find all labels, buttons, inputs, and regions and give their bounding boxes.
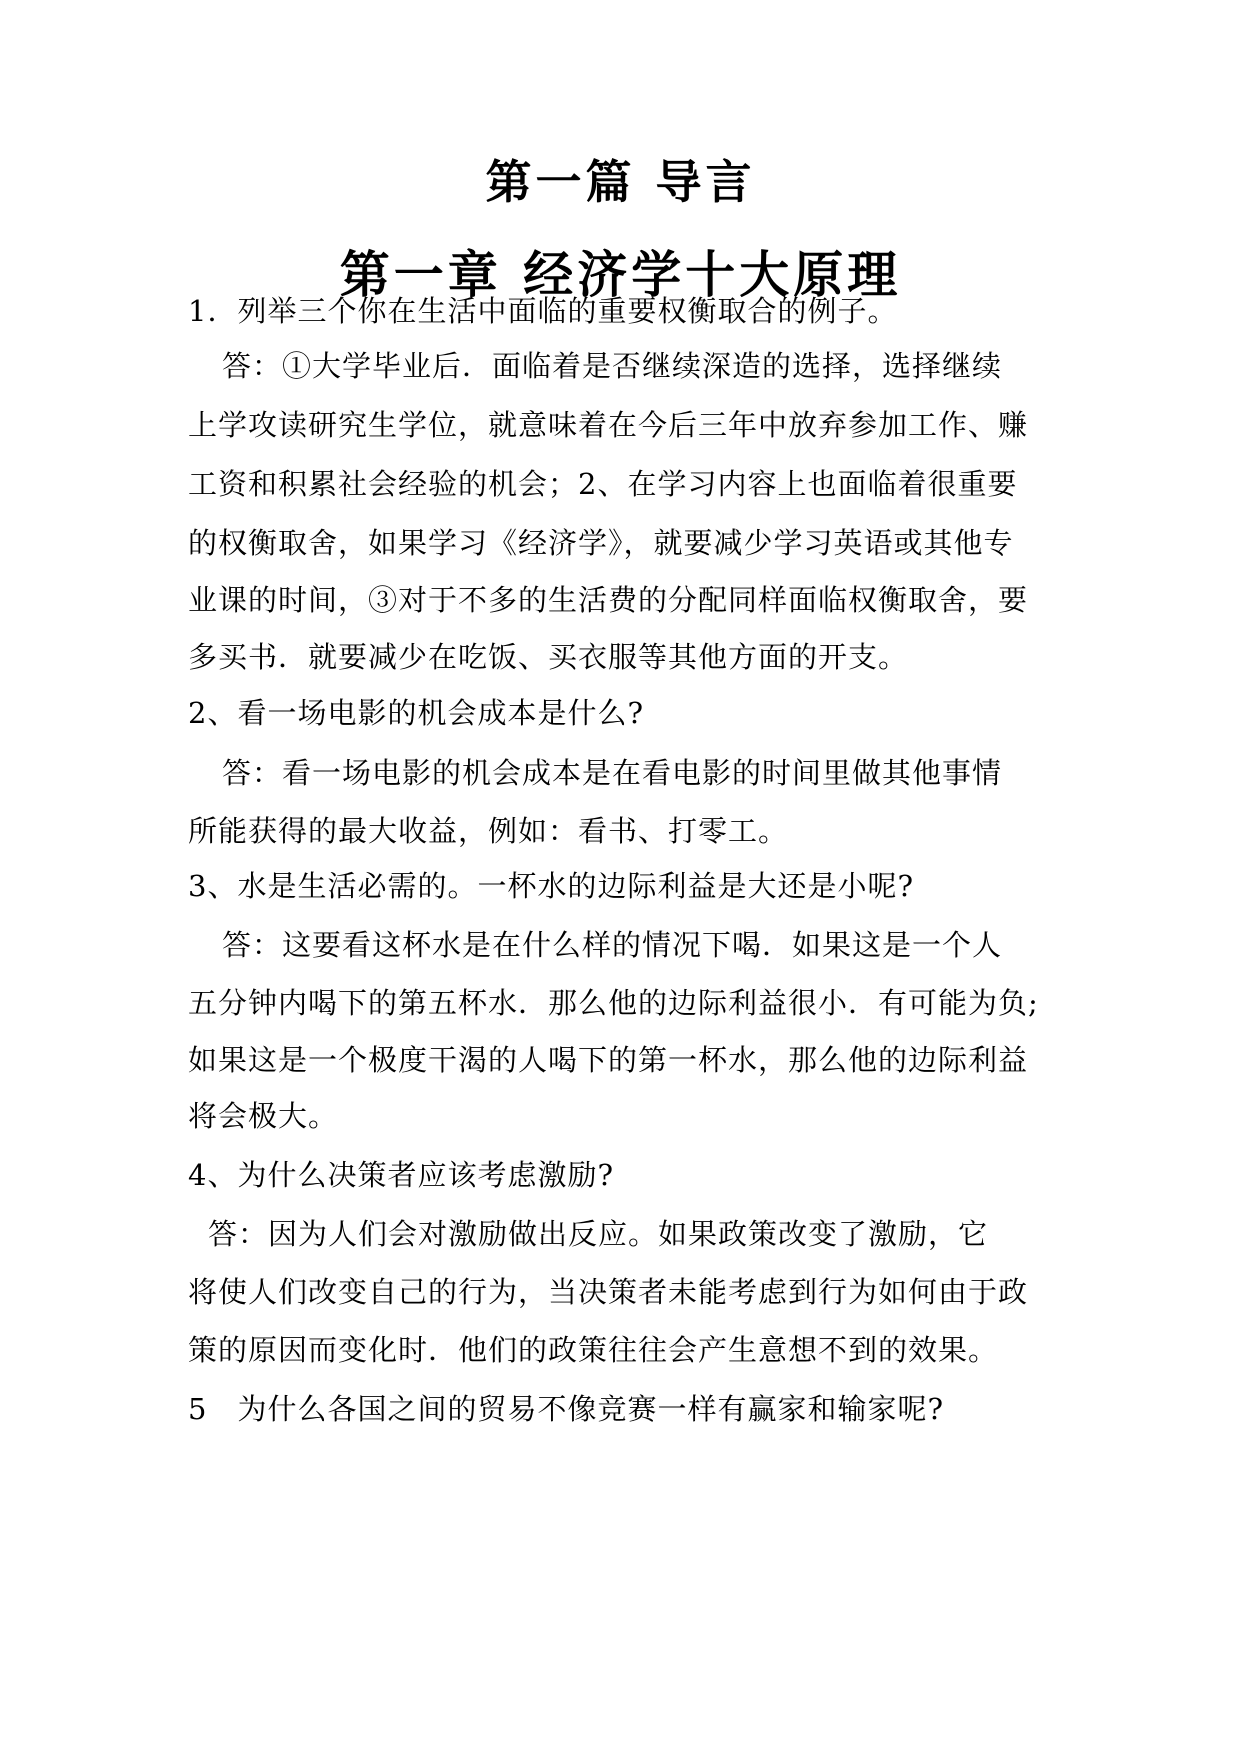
answer-3-line-3: 如果这是一个极度干渴的人喝下的第一杯水，那么他的边际利益: [188, 1043, 1029, 1077]
chapter-title: 第一章 经济学十大原理: [339, 246, 902, 304]
question-4: 4、为什么决策者应该考虑激励?: [188, 1158, 614, 1192]
answer-3-line-2: 五分钟内喝下的第五杯水．那么他的边际利益很小．有可能为负;: [188, 986, 1039, 1020]
question-1: 1．列举三个你在生活中面临的重要权衡取合的例子。: [188, 294, 898, 328]
part-title: 第一篇 导言: [485, 155, 756, 209]
question-3: 3、水是生活必需的。一杯水的边际利益是大还是小呢?: [188, 869, 914, 903]
answer-1-line-2: 上学攻读研究生学位，就意味着在今后三年中放弃参加工作、赚: [188, 408, 1029, 442]
answer-1-line-5: 业课的时间，③对于不多的生活费的分配同样面临权衡取舍，要: [188, 583, 1029, 617]
answer-3-line-4: 将会极大。: [188, 1099, 339, 1133]
answer-1-line-6: 多买书．就要减少在吃饭、买衣服等其他方面的开支。: [188, 640, 909, 674]
answer-1-line-1: 答：①大学毕业后．面临着是否继续深造的选择，选择继续: [222, 349, 1003, 383]
answer-2-line-1: 答：看一场电影的机会成本是在看电影的时间里做其他事情: [222, 756, 1003, 790]
answer-3-line-1: 答：这要看这杯水是在什么样的情况下喝．如果这是一个人: [222, 928, 1003, 962]
answer-1-line-3: 工资和积累社会经验的机会；2、在学习内容上也面临着很重要: [188, 467, 1018, 501]
answer-4-line-3: 策的原因而变化时．他们的政策往往会产生意想不到的效果。: [188, 1333, 999, 1367]
answer-2-line-2: 所能获得的最大收益，例如：看书、打零工。: [188, 814, 789, 848]
question-5: 5 为什么各国之间的贸易不像竞赛一样有赢家和输家呢?: [188, 1392, 944, 1426]
answer-1-line-4: 的权衡取舍，如果学习《经济学》，就要减少学习英语或其他专: [188, 526, 1014, 560]
answer-4-line-1: 答：因为人们会对激励做出反应。如果政策改变了激励，它: [208, 1217, 989, 1251]
question-2: 2、看一场电影的机会成本是什么?: [188, 696, 644, 730]
answer-4-line-2: 将使人们改变自己的行为，当决策者未能考虑到行为如何由于政: [188, 1275, 1029, 1309]
